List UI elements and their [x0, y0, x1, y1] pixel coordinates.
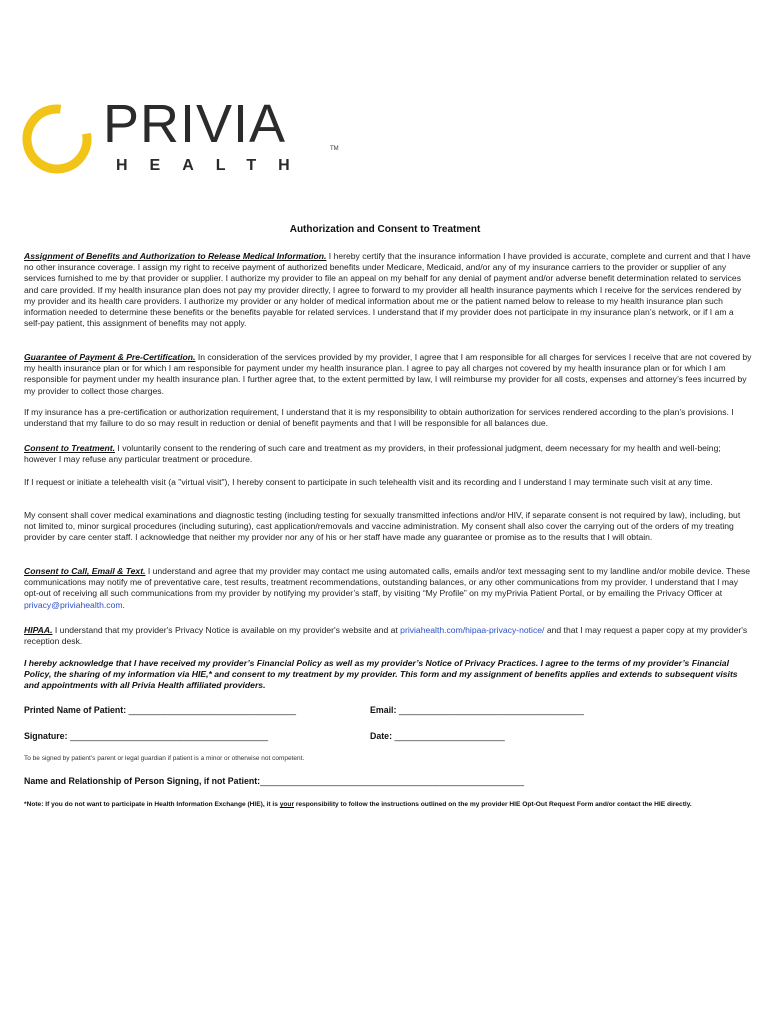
contact-body: I understand and agree that my provider may contact me using automated calls, emails and/or text messaging sent to my landline and/or mobile device. These communications may notify me of preventative care, test results, treatment recommendations, outstanding balances, or any other communications from my provider. I understand that I may opt-out of receiving all such communications from my provider by notifying my provider’s staff, by visiting “My Profile” on my myPrivia Patient Portal, or by emailing the Privacy Officer at: [24, 566, 751, 599]
footnote-pre: *Note: If you do not want to participate in Health Information Exchange (HIE), it is: [24, 801, 280, 808]
hipaa-body2: and that I may request a paper copy at my provider's reception desk.: [24, 625, 748, 647]
hipaa-body: I understand that my provider's Privacy Notice is available on my provider's website and at: [52, 625, 401, 635]
printed-name-row: [24, 705, 296, 715]
consent-paragraph: [24, 443, 752, 465]
hie-footnote: [24, 800, 750, 810]
logo-ring-icon: [20, 102, 94, 176]
contact-heading: Consent to Call, Email & Text.: [24, 566, 146, 576]
contact-paragraph: [24, 566, 752, 611]
date-label: Date:: [370, 731, 392, 741]
contact-end: .: [122, 599, 125, 610]
relationship-row: [24, 776, 524, 786]
precertification-paragraph: If my insurance has a pre-certification or authorization requirement, I understand that it is my responsibility to obtain authorization for services rendered according to the plan’s provisions. I understand that my failure to do so may result in reduction or denial of benefit payments and that I will be responsible for all balances due.: [24, 407, 734, 429]
hipaa-notice-link[interactable]: priviahealth.com/hipaa-privacy-notice/: [400, 625, 545, 635]
assignment-body: I hereby certify that the insurance information I have provided is accurate, complete and current and that I have no other insurance coverage. I assign my right to receive payment of authorized benefits under Medicare, Medicaid, and/or any of my insurance carriers to the provider or supplier of any services furnished to me by that provider or supplier. I authorize my provider to file an appeal on my behalf for any denial of payment and/or adverse benefit determination related to services and care provided. If my health insurance plan does not pay my provider directly, I agree to forward to my provider all health insurance payments which I receive for the services rendered by my provider and its health care providers. I authorize my provider or any holder of medical information about me or the patient named below to release to my health insurance plan such information needed to determine these benefits or the benefits payable for related services. I understand that if my provider does not participate in my insurance plan’s network, or if I am a self-pay patient, this assignment of benefits may not apply.: [24, 251, 751, 329]
logo-wordmark: PRIVIA: [103, 94, 287, 154]
assignment-heading: Assignment of Benefits and Authorization to Release Medical Information.: [24, 251, 327, 261]
assignment-paragraph: [24, 251, 752, 329]
hipaa-paragraph: [24, 625, 752, 647]
guarantee-paragraph: [24, 352, 752, 397]
email-field[interactable]: __________________________________________: [398, 705, 584, 715]
email-label: Email:: [370, 705, 397, 715]
signature-row: [24, 731, 268, 741]
privacy-email-link[interactable]: privacy@priviahealth.com: [24, 599, 123, 610]
signature-label: Signature:: [24, 731, 68, 741]
footnote-your: your: [279, 801, 295, 808]
telehealth-paragraph: If I request or initiate a telehealth visit (a "virtual visit"), I hereby consent to participate in such telehealth visit and its recording and I understand I may terminate such visit at any time.: [24, 477, 713, 487]
guardian-note: To be signed by patient’s parent or legal guardian if patient is a minor or otherwise not competent.: [24, 755, 305, 762]
relationship-label: Name and Relationship of Person Signing, if not Patient:: [24, 776, 261, 786]
footnote-post: responsibility to follow the instructions outlined on the my provider HIE Opt-Out Request Form and/or contact the HIE directly.: [294, 801, 692, 808]
logo-subline: HEALTH: [116, 157, 312, 174]
signature-field[interactable]: _____________________________________________: [69, 731, 268, 741]
acknowledgement-paragraph: I hereby acknowledge that I have received my provider’s Financial Policy as well as my provider’s Notice of Privacy Practices. I agree to the terms of my provider’s Financial Policy, the sharing of my information via HIE,* and consent to my treatment by my provider. This form and my assignment of benefits applies and extends to subsequent visits and appointments with all Privia Health affiliated providers.: [24, 658, 738, 691]
consent-heading: Consent to Treatment.: [24, 443, 116, 453]
date-row: [370, 731, 504, 741]
printed-name-label: Printed Name of Patient:: [24, 705, 127, 715]
guarantee-heading: Guarantee of Payment & Pre-Certification.: [24, 352, 196, 362]
document-title: Authorization and Consent to Treatment: [289, 224, 481, 235]
logo-trademark: TM: [330, 146, 339, 152]
email-row: [370, 705, 583, 715]
examinations-paragraph: My consent shall cover medical examinations and diagnostic testing (including testing for sexually transmitted infections and/or HIV, if separate consent is not required by law), including, but not limited to, minor surgical procedures (including suturing), cast application/removals and vaccine administration. My consent shall also cover the carrying out of the orders of my treating provider by care center staff. I acknowledge that neither my provider nor any of his or her staff have made any guarantee or promise as to the results that I will obtain.: [24, 510, 741, 543]
hipaa-heading: HIPAA.: [24, 625, 53, 635]
printed-name-field[interactable]: ______________________________________: [128, 705, 296, 715]
consent-body: I voluntarily consent to the rendering of such care and treatment as my providers, in their professional judgment, deem necessary for my health and well-being; however I may refuse any particular treatment or procedure.: [24, 443, 721, 465]
relationship-field[interactable]: ____________________________________________________________: [260, 776, 524, 786]
date-field[interactable]: _________________________: [394, 731, 505, 741]
privia-health-logo: [20, 94, 339, 178]
guarantee-body: In consideration of the services provided by my provider, I agree that I am responsible for all charges for services I receive that are not covered by my health insurance plan or for which I am responsible for payment under my health insurance plan. I agree to pay all charges not covered by my health insurance plan or for which I am responsible for payment under my health insurance plan. I further agree that, to the extent permitted by law, I will reimburse my provider for all costs, expenses and attorney’s fees incurred by my provider to collect those charges.: [24, 352, 752, 396]
